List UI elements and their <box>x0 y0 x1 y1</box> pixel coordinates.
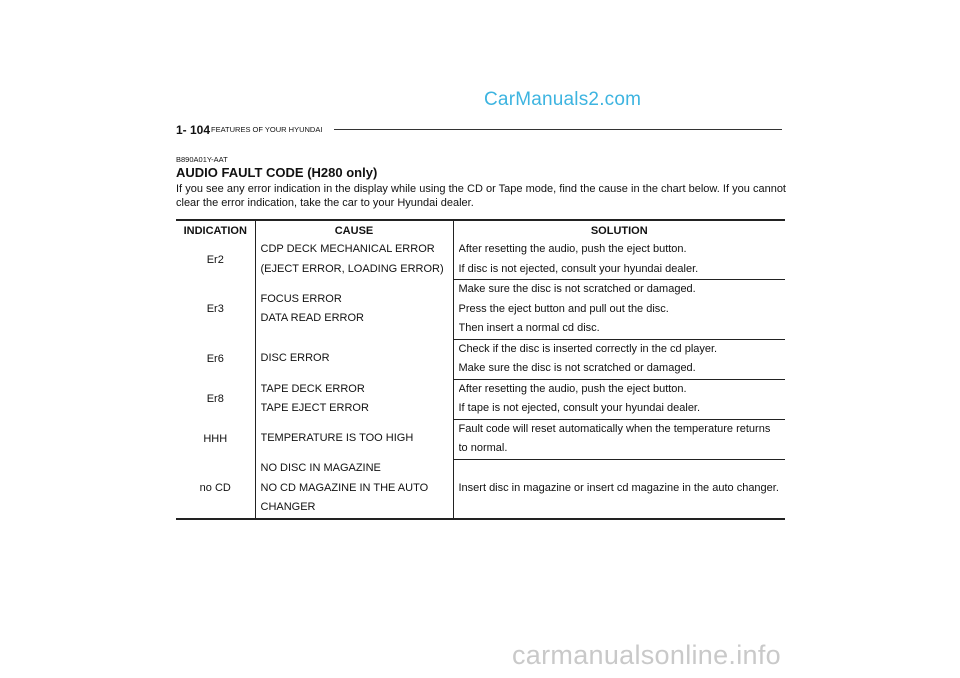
table-row <box>176 379 785 419</box>
solution-cell <box>453 280 785 340</box>
cause-cell <box>255 419 453 459</box>
page-title: AUDIO FAULT CODE (H280 only) <box>176 165 378 180</box>
table-header-row <box>176 220 785 240</box>
watermark-bottom: carmanualsonline.info <box>512 640 781 670</box>
page-number: 1- 104 <box>176 123 211 137</box>
fault-code-table <box>176 219 785 520</box>
header-solution: SOLUTION <box>453 220 785 240</box>
cause-line: (EJECT ERROR, LOADING ERROR) <box>260 262 444 275</box>
table-row <box>176 240 785 280</box>
indication-cell: Er2 <box>206 253 224 266</box>
indication-cell: Er6 <box>206 353 224 365</box>
cause-line: DATA READ ERROR <box>260 312 364 325</box>
solution-line: After resetting the audio, push the eject button. <box>458 382 687 395</box>
solution-cell <box>453 339 785 379</box>
cause-line: NO CD MAGAZINE IN THE AUTO <box>260 481 429 494</box>
indication-cell: HHH <box>203 433 228 445</box>
intro-paragraph: If you see any error indication in the display while using the CD or Tape mode, find the cause in the chart below. If you cannot clear the error indication, take the car to your Hyundai dealer. <box>176 183 786 209</box>
section-title: FEATURES OF YOUR HYUNDAI <box>211 125 323 134</box>
solution-cell <box>453 419 785 459</box>
cause-line: NO DISC IN MAGAZINE <box>260 462 381 474</box>
watermark-top: CarManuals2.com <box>484 89 642 110</box>
header-rule <box>334 129 782 130</box>
table-row <box>176 339 785 379</box>
cause-cell <box>255 339 453 379</box>
cause-cell <box>255 280 453 340</box>
cause-cell <box>255 379 453 419</box>
solution-line: If tape is not ejected, consult your hyundai dealer. <box>458 402 701 414</box>
cause-line: FOCUS ERROR <box>260 292 342 305</box>
indication-cell: Er3 <box>206 303 224 316</box>
indication-cell: no CD <box>176 459 255 519</box>
solution-line: Check if the disc is inserted correctly in the cd player. <box>458 342 718 355</box>
table-row <box>176 280 785 340</box>
solution-line: If disc is not ejected, consult your hyundai dealer. <box>458 262 699 275</box>
page-header <box>176 123 786 137</box>
solution-line: After resetting the audio, push the eject button. <box>458 243 687 255</box>
solution-line: Make sure the disc is not scratched or damaged. <box>458 362 696 374</box>
solution-line: Then insert a normal cd disc. <box>458 322 600 334</box>
table-row <box>176 459 785 519</box>
solution-line: Make sure the disc is not scratched or damaged. <box>458 283 696 295</box>
solution-line: Press the eject button and pull out the disc. <box>458 302 669 315</box>
cause-line: TAPE EJECT ERROR <box>260 402 369 414</box>
header-indication: INDICATION <box>176 220 255 240</box>
cause-line: TAPE DECK ERROR <box>260 382 365 395</box>
solution-cell <box>453 379 785 419</box>
document-code: B890A01Y-AAT <box>176 155 228 164</box>
cause-line: CHANGER <box>260 501 316 513</box>
cause-cell <box>255 459 453 519</box>
cause-line: DISC ERROR <box>260 352 330 365</box>
header-cause: CAUSE <box>255 220 453 240</box>
solution-cell <box>453 459 785 519</box>
solution-line: Fault code will reset automatically when the temperature returns <box>458 422 771 435</box>
cause-cell <box>255 240 453 280</box>
solution-cell <box>453 240 785 280</box>
table-row <box>176 419 785 459</box>
cause-line: TEMPERATURE IS TOO HIGH <box>260 432 414 445</box>
cause-line: CDP DECK MECHANICAL ERROR <box>260 243 435 256</box>
indication-cell: Er8 <box>206 393 224 405</box>
solution-line: Insert disc in magazine or insert cd magazine in the auto changer. <box>458 481 779 494</box>
solution-line: to normal. <box>458 442 508 454</box>
